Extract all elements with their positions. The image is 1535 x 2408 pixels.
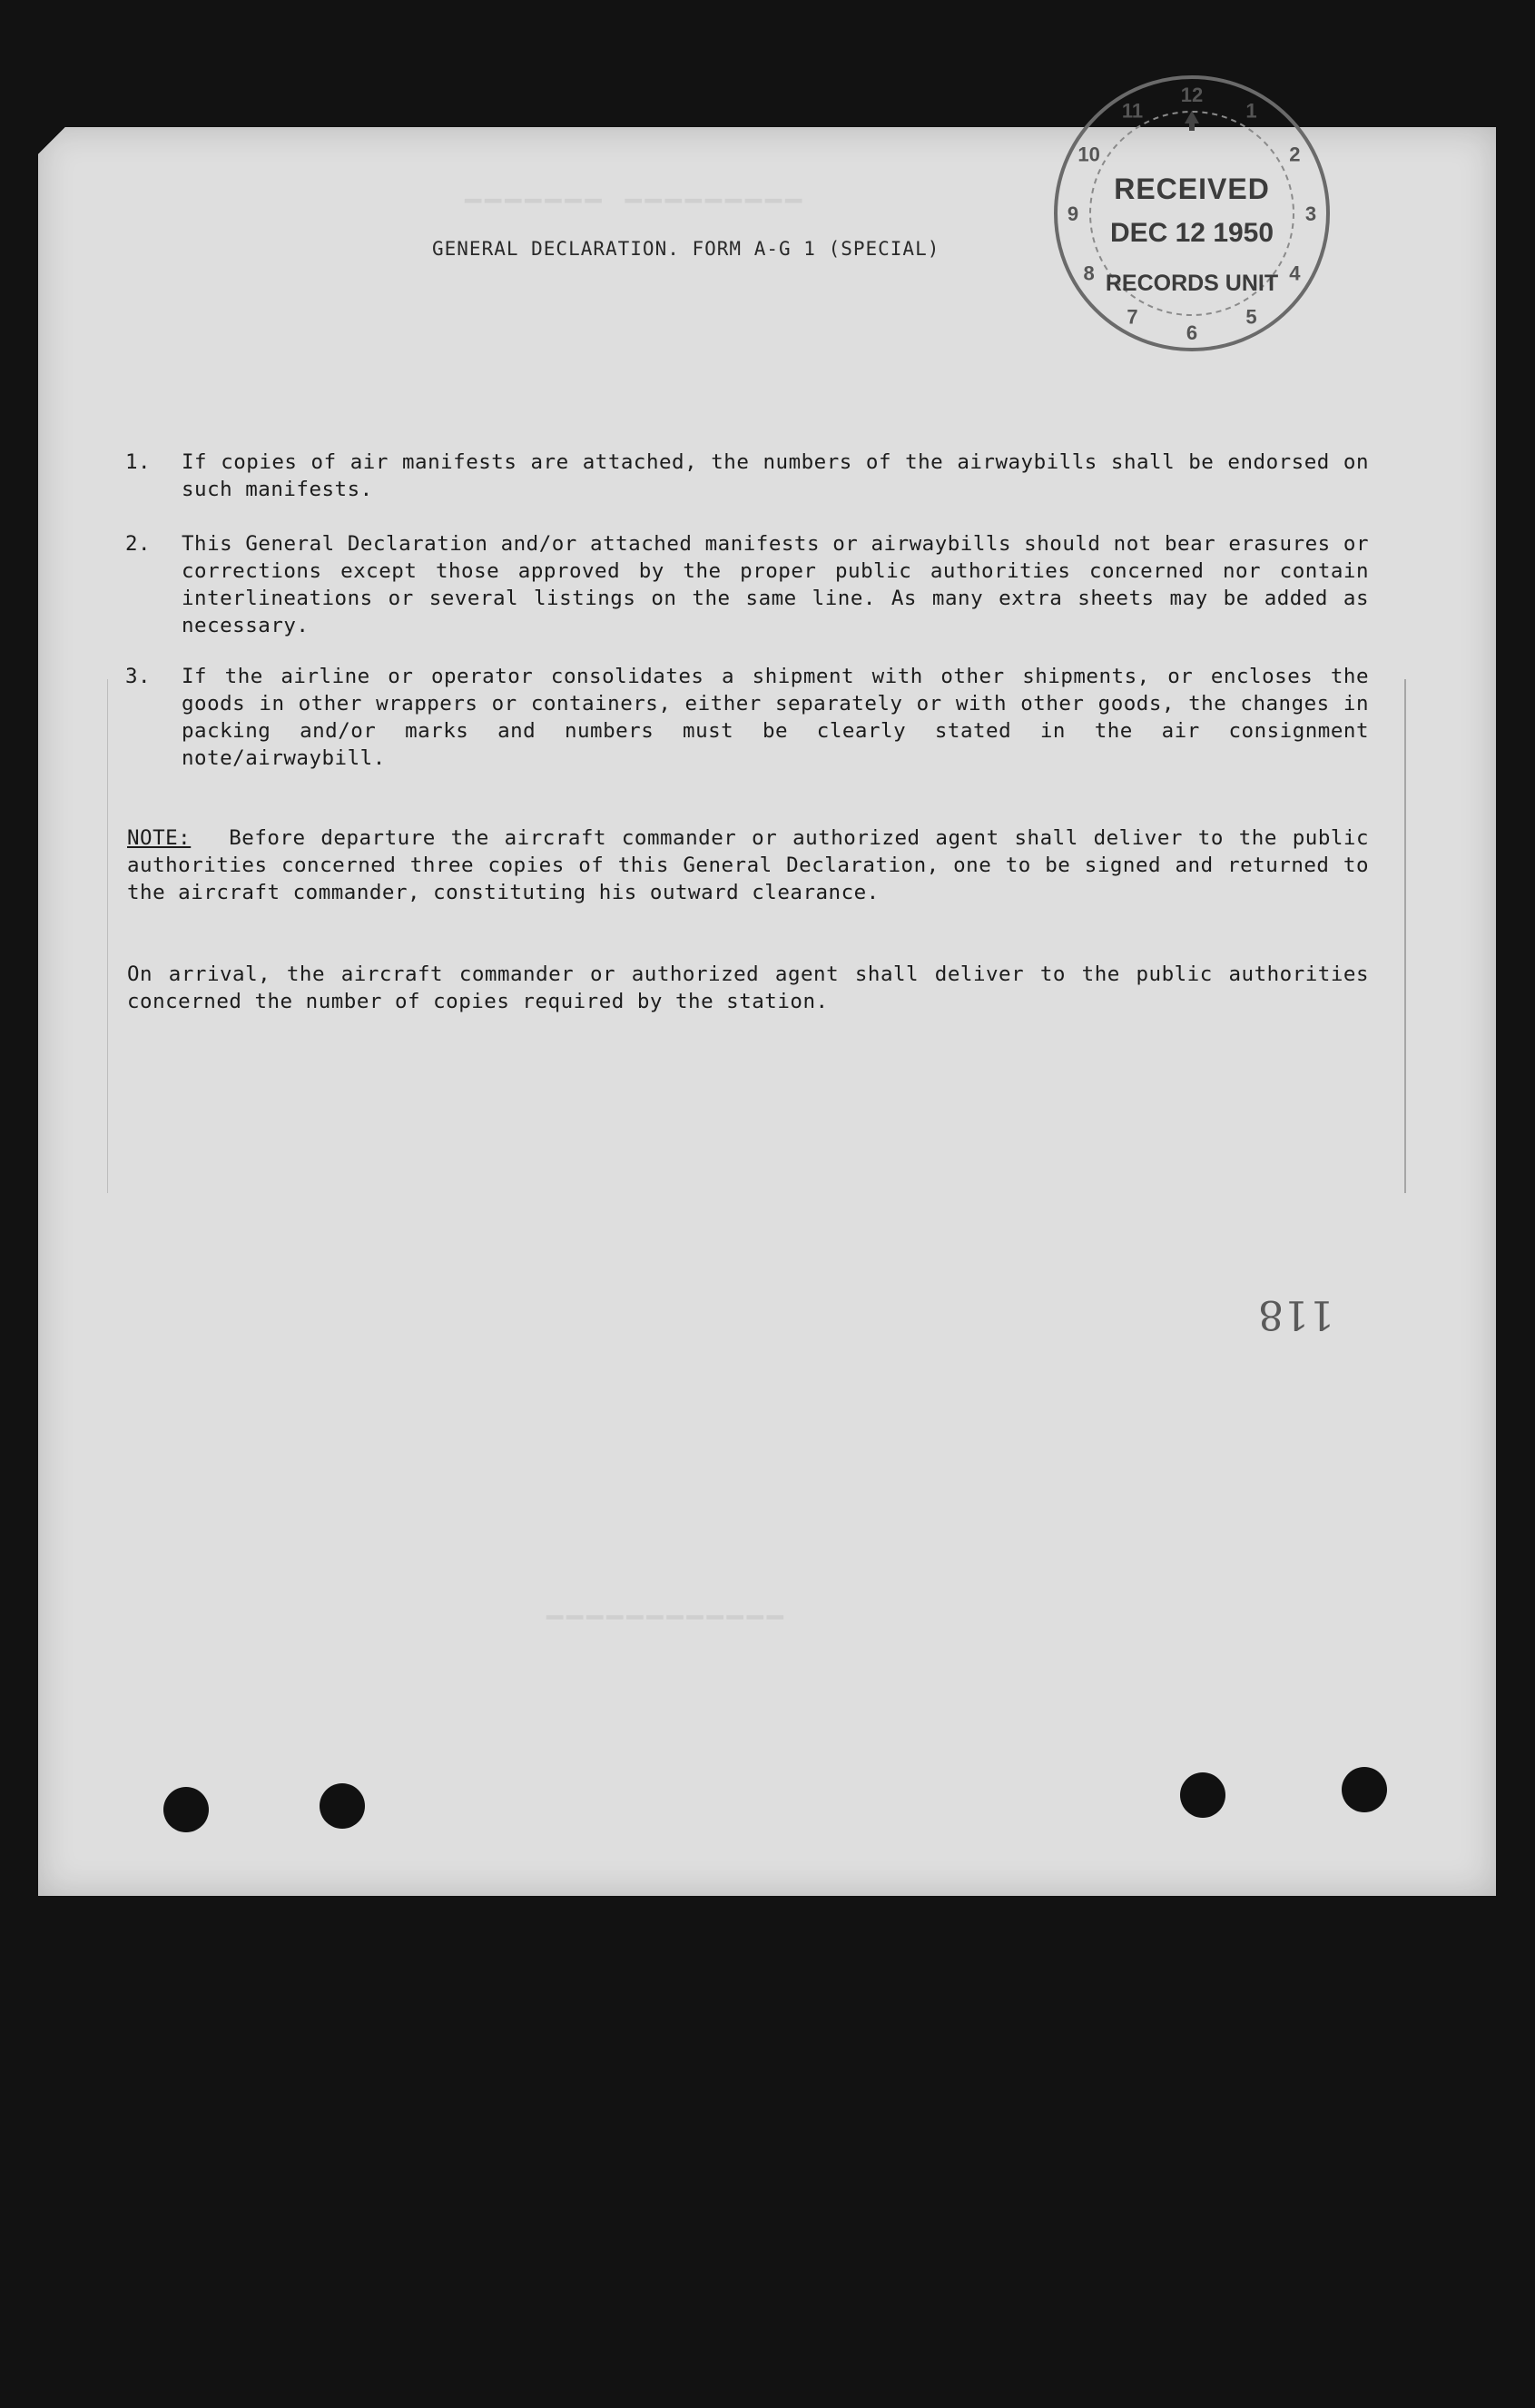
note-label: NOTE: bbox=[127, 826, 192, 850]
note-text: Before departure the aircraft commander or authorized agent shall deliver to the public authorities concerned three copies of this General Declaration, one to be signed and returned to the aircraft commander, constituting his outward clearance. bbox=[127, 826, 1369, 904]
stamp-dial-number: 5 bbox=[1245, 305, 1257, 329]
bleed-through-text: ▔▔▔▔▔▔▔ ▔▔▔▔▔▔▔▔▔ bbox=[465, 200, 806, 232]
stamp-dial-number: 8 bbox=[1083, 262, 1095, 285]
instruction-item-2 bbox=[125, 530, 1369, 639]
note-paragraph bbox=[127, 824, 1369, 906]
stamp-dial-number: 12 bbox=[1180, 84, 1204, 106]
item-text: This General Declaration and/or attached manifests or airwaybills should not bear erasures or corrections except those approved by the proper public authorities concerned nor contain interlineations or several listings on the same line. As many extra sheets may be added as necessary. bbox=[182, 532, 1369, 637]
airplane-icon bbox=[1185, 111, 1199, 131]
page-title: GENERAL DECLARATION. FORM A-G 1 (SPECIAL) bbox=[432, 238, 940, 260]
stamp-dial-number: 3 bbox=[1304, 202, 1317, 225]
stamp-dial-number: 6 bbox=[1186, 321, 1198, 344]
stamp-date: DEC 12 1950 bbox=[1109, 218, 1274, 248]
item-text: If copies of air manifests are attached, the numbers of the airwaybills shall be endorsed on such manifests. bbox=[182, 450, 1369, 501]
stamp-dial-number: 2 bbox=[1289, 143, 1301, 166]
stamp-dial-number: 4 bbox=[1289, 262, 1301, 285]
item-text: If the airline or operator consolidates a shipment with other shipments, or encloses the goods in other wrappers or containers, either separately or with other goods, the changes in packing and/or marks and numbers must be clearly stated in the air consignment note/airwaybill. bbox=[182, 665, 1369, 770]
stamp-received: RECEIVED bbox=[1114, 173, 1270, 205]
bleed-through-text: ▔▔▔▔▔▔▔▔▔▔▔▔ bbox=[546, 1616, 787, 1648]
stamp-dial-number: 7 bbox=[1127, 305, 1138, 329]
stamp-unit: RECORDS UNIT bbox=[1105, 271, 1279, 296]
instruction-item-1 bbox=[125, 449, 1369, 503]
punch-hole bbox=[1180, 1772, 1225, 1818]
arrival-paragraph: On arrival, the aircraft commander or authorized agent shall deliver to the public authorities concerned the number of copies required by the station. bbox=[127, 962, 1369, 1013]
received-stamp bbox=[1051, 73, 1333, 354]
stamp-dial-number: 9 bbox=[1067, 202, 1079, 225]
punch-hole bbox=[163, 1787, 209, 1832]
stamp-dial bbox=[1051, 73, 1333, 354]
stamp-dial-number: 10 bbox=[1077, 143, 1100, 166]
item-number: 2. bbox=[125, 532, 152, 556]
punch-hole bbox=[320, 1783, 365, 1829]
punch-hole bbox=[1342, 1767, 1387, 1812]
note-box bbox=[107, 679, 1406, 1193]
item-number: 3. bbox=[125, 665, 152, 688]
stamp-dial-number: 11 bbox=[1121, 99, 1144, 123]
page-number: 118 bbox=[1258, 1291, 1334, 1337]
stamp-dial-number: 1 bbox=[1245, 99, 1257, 123]
item-number: 1. bbox=[125, 450, 152, 474]
